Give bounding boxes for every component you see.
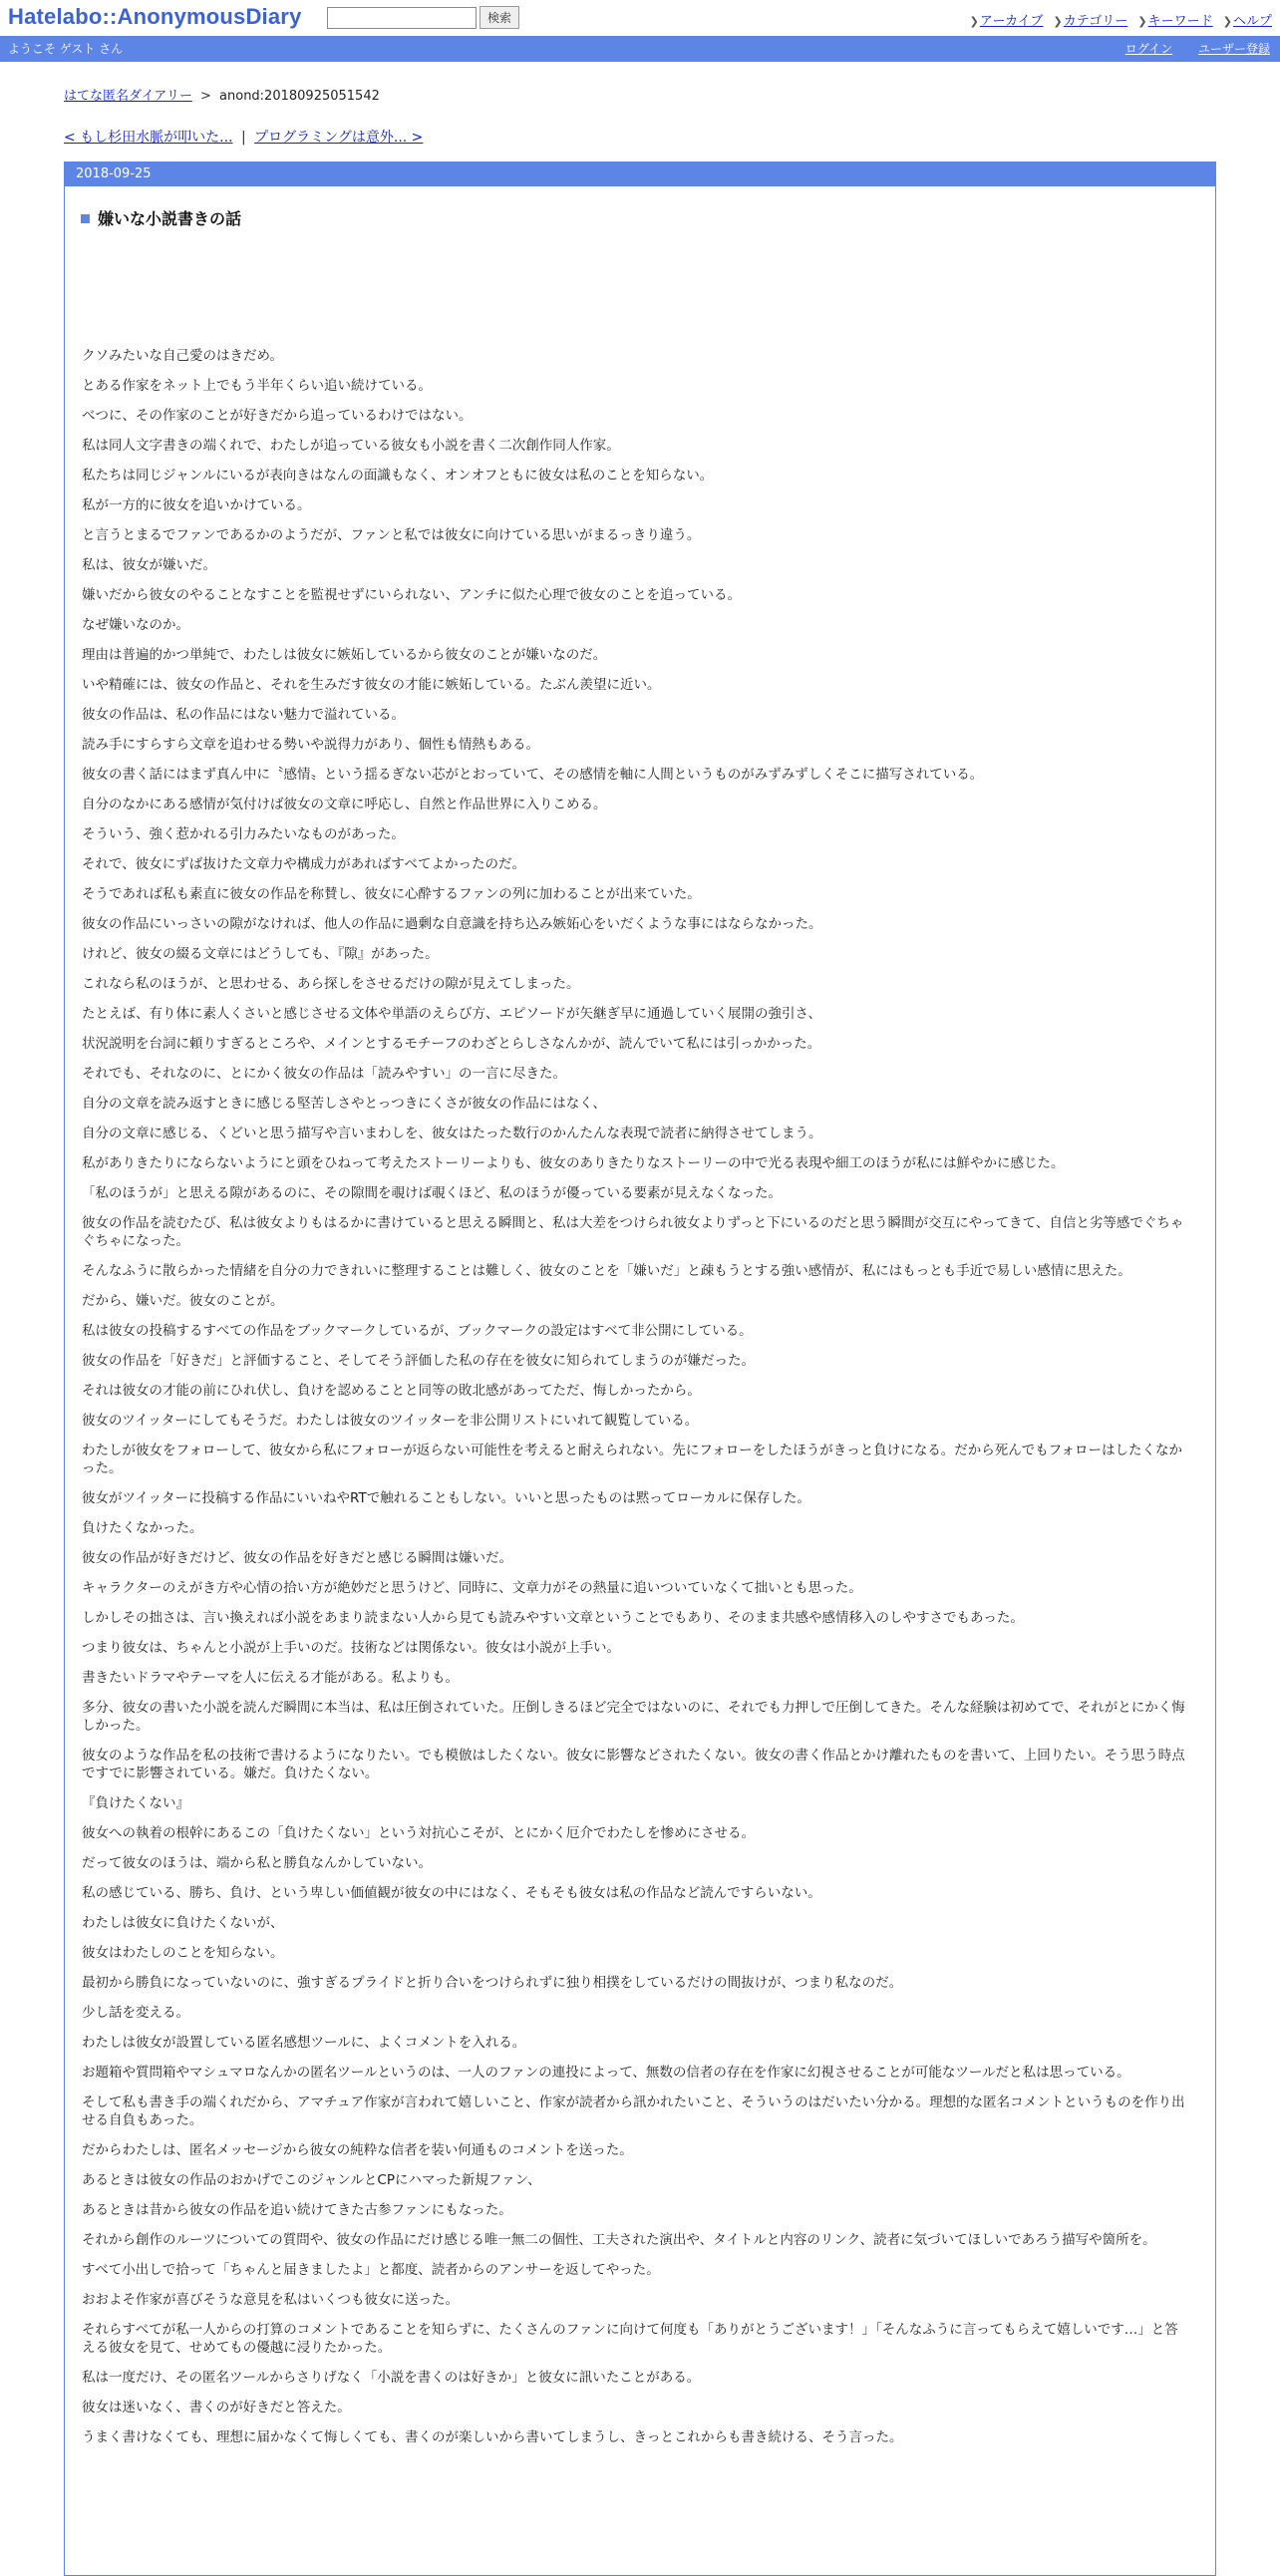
body-paragraph: 彼女への執着の根幹にあるこの「負けたくない」という対抗心こそが、とにかく厄介でわたしを惨めにさせる。 [82,1825,755,1841]
body-paragraph: 彼女のツイッターにしてもそうだ。わたしは彼女のツイッターを非公開リストにいれて観覧している。 [82,1413,699,1429]
breadcrumb-current: anond:20180925051542 [219,89,380,104]
body-paragraph: あるときは彼女の作品のおかげでこのジャンルとCPにハマった新規ファン、 [82,2172,541,2188]
nav-category[interactable] [1054,14,1128,29]
body-paragraph: 彼女は迷いなく、書くのが好きだと答えた。 [82,2400,351,2415]
body-paragraph: これなら私のほうが、と思わせる、あら探しをさせるだけの隙が見えてしまった。 [82,976,580,992]
body-paragraph: 私が一方的に彼女を追いかけている。 [82,497,311,513]
body-paragraph: 私たちは同じジャンルにいるが表向きはなんの面識もなく、オンオフともに彼女は私のことを知らない。 [82,468,714,483]
body-paragraph: キャラクターのえがき方や心情の拾い方が絶妙だと思うけど、同時に、文章力がその熱量に追いついていなくて拙いとも思った。 [82,1580,862,1596]
body-paragraph: おおよそ作家が喜びそうな意見を私はいくつも彼女に送った。 [82,2292,459,2308]
body-paragraph: わたしが彼女をフォローして、彼女から私にフォローが返らない可能性を考えると耐えられない。先にフォローをしたほうがきっと負けになる。だから死んでもフォローはしたくなかった。 [82,1443,1183,1476]
body-paragraph: そうであれば私も素直に彼女の作品を称賛し、彼女に心酔するファンの列に加わることが出来ていた。 [82,886,701,902]
prev-entry-link[interactable]: < もし杉田水脈が叩いた... [64,130,233,146]
pager-divider: | [240,130,246,146]
entry-title-text: 嫌いな小説書きの話 [98,209,242,228]
body-paragraph: 彼女はわたしのことを知らない。 [82,1945,284,1961]
body-paragraph: だから、嫌いだ。彼女のことが。 [82,1293,284,1309]
body-paragraph: 私がありきたりにならないようにと頭をひねって考えたストーリーよりも、彼女のありきたりなストーリーの中で光る表現や細工のほうが私には鮮やかに感じた。 [82,1155,1065,1171]
body-paragraph: だって彼女のほうは、端から私と勝負なんかしていない。 [82,1855,432,1871]
body-paragraph: とある作家をネット上でもう半年くらい追い続けている。 [82,378,432,394]
chevron-right-icon: ❯ [1222,15,1232,28]
welcome-bar [0,36,1280,62]
header-bar [0,0,1280,36]
body-paragraph: 自分の文章に感じる、くどいと思う描写や言いまわしを、彼女はたった数行のかんたんな表現で読者に納得させてしまう。 [82,1126,822,1141]
body-paragraph: 彼女の作品を「好きだ」と評価すること、そしてそう評価した私の存在を彼女に知られてしまうのが嫌だった。 [82,1353,755,1369]
body-paragraph: 多分、彼女の書いた小説を読んだ瞬間に本当は、私は圧倒されていた。圧倒しきるほど完全ではないのに、それでも力押しで圧倒してきた。そんな経験は初めてで、それがとにかく悔しかった。 [82,1700,1185,1734]
breadcrumb [64,85,380,104]
body-paragraph: それでも、それなのに、とにかく彼女の作品は「読みやすい」の一言に尽きた。 [82,1066,566,1082]
body-paragraph: しかしその拙さは、言い換えれば小説をあまり読まない人から見ても読みやすい文章ということでもあり、そのまま共感や感情移入のしやすさでもあった。 [82,1610,1024,1626]
body-paragraph: それらすべてが私一人からの打算のコメントであることを知らずに、たくさんのファンに向けて何度も「ありがとうございます！」「そんなふうに言ってもらえて嬉しいです…」と答える彼女を見て、せめてもの優越に浸りたかった。 [82,2322,1178,2356]
body-paragraph: そういう、強く惹かれる引力みたいなものがあった。 [82,826,405,842]
body-paragraph: 彼女の作品は、私の作品にはない魅力で溢れている。 [82,707,405,723]
body-paragraph: 自分のなかにある感情が気付けば彼女の文章に呼応し、自然と作品世界に入りこめる。 [82,797,607,812]
body-paragraph: あるときは昔から彼女の作品を追い続けてきた古参ファンにもなった。 [82,2202,512,2218]
day-date[interactable]: 2018-09-25 [76,166,152,181]
body-paragraph: すべて小出しで拾って「ちゃんと届きましたよ」と都度、読者からのアンサーを返してやった。 [82,2262,660,2278]
site-logo[interactable]: Hatelabo::AnonymousDiary [8,4,302,29]
body-paragraph: 彼女の作品にいっさいの隙がなければ、他人の作品に過剰な自意識を持ち込み嫉妬心をいだくような事にはならなかった。 [82,916,822,932]
search-input[interactable] [327,7,477,29]
entry-title [81,206,241,229]
body-paragraph: 私は彼女の投稿するすべての作品をブックマークしているが、ブックマークの設定はすべて非公開にしている。 [82,1323,753,1339]
chevron-right-icon: ❯ [969,15,979,28]
body-paragraph: 負けたくなかった。 [82,1520,203,1536]
entry-body [82,347,1190,2458]
body-paragraph: つまり彼女は、ちゃんと小説が上手いのだ。技術などは関係ない。彼女は小説が上手い。 [82,1640,620,1656]
account-links [1104,36,1270,62]
register-link[interactable]: ユーザー登録 [1197,42,1270,56]
nav-category-label[interactable]: カテゴリー [1063,14,1128,29]
body-paragraph: 状況説明を台詞に頼りすぎるところや、メインとするモチーフのわざとらしさなんかが、読んでいて私には引っかかった。 [82,1036,821,1052]
body-paragraph: わたしは彼女が設置している匿名感想ツールに、よくコメントを入れる。 [82,2035,526,2051]
body-paragraph: 理由は普遍的かつ単純で、わたしは彼女に嫉妬しているから彼女のことが嫌いなのだ。 [82,647,607,663]
entry-pager [64,127,423,147]
search-button[interactable]: 検索 [480,6,519,29]
chevron-right-icon: ❯ [1053,15,1063,28]
body-paragraph: 私の感じている、勝ち、負け、という卑しい価値観が彼女の中にはなく、そもそも彼女は私の作品など読んですらいない。 [82,1885,821,1901]
body-paragraph: そして私も書き手の端くれだから、アマチュア作家が言われて嬉しいこと、作家が読者から訊かれたいこと、そういうのはだいたい分かる。理想的な匿名コメントというものを作り出せる自負もあった。 [82,2094,1185,2128]
next-entry-link[interactable]: プログラミングは意外... > [254,130,424,146]
login-link[interactable]: ログイン [1124,42,1173,56]
nav-keyword-label[interactable]: キーワード [1147,14,1213,29]
body-paragraph: 読み手にすらすら文章を追わせる勢いや説得力があり、個性も情熱もある。 [82,737,539,753]
nav-help[interactable] [1223,14,1272,29]
nav-archive[interactable] [970,14,1044,29]
body-paragraph: 彼女がツイッターに投稿する作品にいいねやRTで触れることもしない。いいと思ったものは黙ってローカルに保存した。 [82,1490,810,1506]
breadcrumb-separator: > [199,89,211,104]
body-paragraph: お題箱や質問箱やマシュマロなんかの匿名ツールというのは、一人のファンの連投によって、無数の信者の存在を作家に幻視させることが可能なツールだと私は思っている。 [82,2065,1130,2081]
body-paragraph: うまく書けなくても、理想に届かなくて悔しくても、書くのが楽しいから書いてしまうし、きっとこれからも書き続ける、そう言った。 [82,2429,903,2445]
body-paragraph: べつに、その作家のことが好きだから追っているわけではない。 [82,408,473,424]
body-paragraph: けれど、彼女の綴る文章にはどうしても、『隙』があった。 [82,946,439,962]
nav-keyword[interactable] [1137,14,1212,29]
body-paragraph: そんなふうに散らかった情緒を自分の力できれいに整理することは難しく、彼女のことを「嫌いだ」と疎もうとする強い感情が、私にはもっとも手近で易しい感情に思えた。 [82,1263,1131,1279]
body-paragraph: それで、彼女にずば抜けた文章力や構成力があればすべてよかったのだ。 [82,856,525,872]
welcome-text: ようこそ ゲスト さん [8,42,124,56]
body-paragraph: 自分の文章を読み返すときに感じる堅苦しさやとっつきにくさが彼女の作品にはなく、 [82,1096,606,1112]
body-paragraph: 嫌いだから彼女のやることなすことを監視せずにいられない、アンチに似た心理で彼女のことを追っている。 [82,587,741,603]
body-paragraph: 彼女の書く話にはまず真ん中に〝感情〟という揺るぎない芯がとおっていて、その感情を軸に人間というものがみずみずしくそこに描写されている。 [82,767,984,783]
body-paragraph: なぜ嫌いなのか。 [82,617,189,633]
body-paragraph: クソみたいな自己愛のはきだめ。 [82,348,283,364]
body-paragraph: と言うとまるでファンであるかのようだが、ファンと私では彼女に向けている思いがまるっきり違う。 [82,527,701,543]
body-paragraph: それは彼女の才能の前にひれ伏し、負けを認めることと同等の敗北感があってただ、悔しかったから。 [82,1383,701,1399]
body-paragraph: それから創作のルーツについての質問や、彼女の作品にだけ感じる唯一無二の個性、工夫された演出や、タイトルと内容のリンク、読者に気づいてほしいであろう描写や箇所を。 [82,2232,1156,2248]
nav-help-label[interactable]: ヘルプ [1232,14,1272,29]
day-section [64,161,1216,2576]
body-paragraph: 私は同人文字書きの端くれで、わたしが追っている彼女も小説を書く二次創作同人作家。 [82,438,620,454]
chevron-right-icon: ❯ [1137,15,1147,28]
body-paragraph: 「私のほうが」と思える隙があるのに、その隙間を覗けば覗くほど、私のほうが優っている要素が見えなくなった。 [82,1185,782,1201]
body-paragraph: わたしは彼女に負けたくないが、 [82,1915,284,1931]
body-paragraph: 最初から勝負になっていないのに、強すぎるプライドと折り合いをつけられずに独り相撲をしているだけの間抜けが、つまり私なのだ。 [82,1975,903,1991]
top-nav [964,10,1272,29]
body-paragraph: 彼女のような作品を私の技術で書けるようになりたい。でも模倣はしたくない。彼女に影響などされたくない。彼女の書く作品とかけ離れたものを書いて、上回りたい。そう思う時点ですでに影響されている。嫌だ。負けたくない。 [82,1748,1185,1781]
body-paragraph: 少し話を変える。 [82,2005,189,2021]
body-paragraph: だからわたしは、匿名メッセージから彼女の純粋な信者を装い何通ものコメントを送った。 [82,2142,633,2158]
body-paragraph: 彼女の作品が好きだけど、彼女の作品を好きだと感じる瞬間は嫌いだ。 [82,1550,512,1566]
nav-archive-label[interactable]: アーカイブ [979,14,1044,29]
body-paragraph: 『負けたくない』 [82,1795,189,1811]
body-paragraph: 私は、彼女が嫌いだ。 [82,557,216,573]
body-paragraph: 書きたいドラマやテーマを人に伝える才能がある。私よりも。 [82,1670,459,1686]
breadcrumb-home[interactable]: はてな匿名ダイアリー [64,89,192,104]
day-header [65,162,1215,186]
body-paragraph: 彼女の作品を読むたび、私は彼女よりもはるかに書けていると思える瞬間と、私は大差をつけられ彼女よりずっと下にいるのだと思う瞬間が交互にやってきて、自信と劣等感でぐちゃぐちゃになった。 [82,1215,1184,1249]
square-bullet-icon[interactable] [81,214,90,223]
body-paragraph: 私は一度だけ、その匿名ツールからさりげなく「小説を書くのは好きか」と彼女に訊いたことがある。 [82,2370,701,2386]
body-paragraph: いや精確には、彼女の作品と、それを生みだす彼女の才能に嫉妬している。たぶん羨望に近い。 [82,677,661,693]
body-paragraph: たとえば、有り体に素人くさいと感じさせる文体や単語のえらび方、エピソードが矢継ぎ早に通過していく展開の強引さ、 [82,1006,821,1022]
